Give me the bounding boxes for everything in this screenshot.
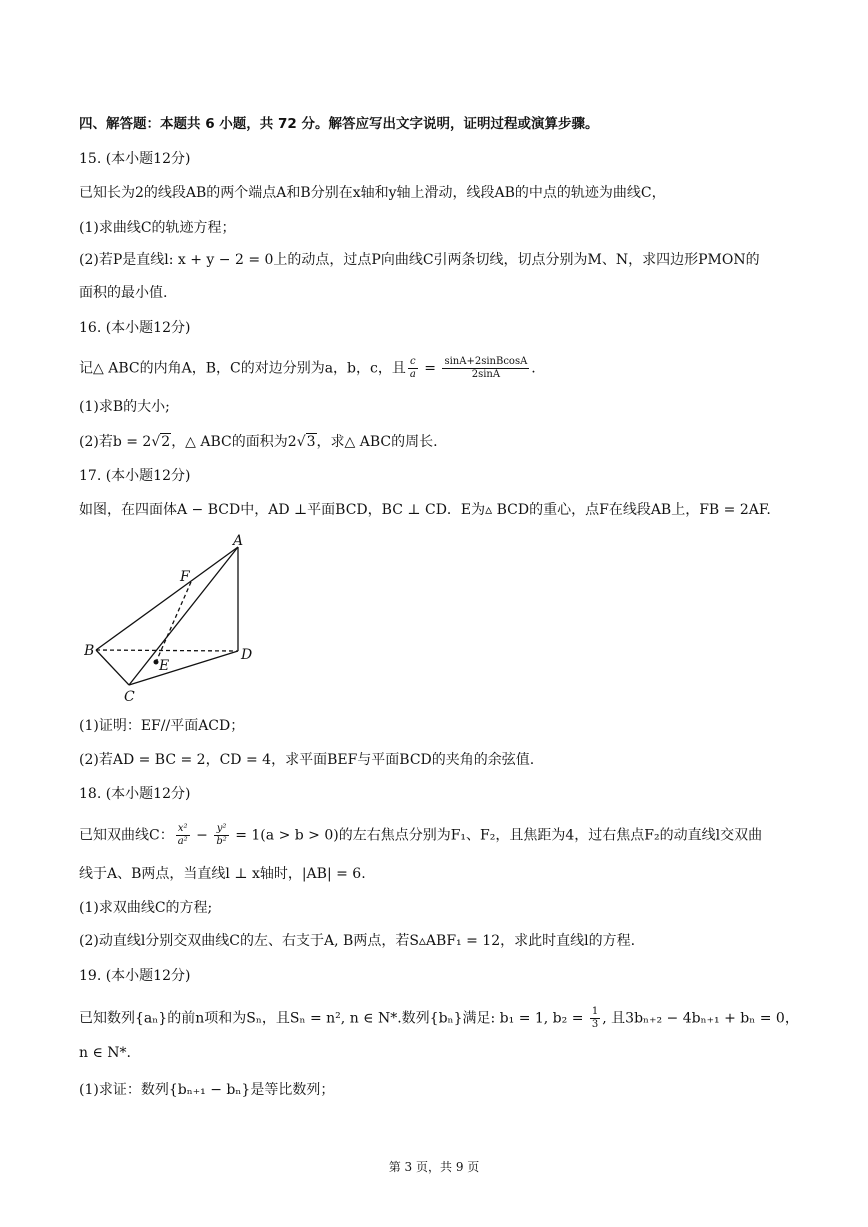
problem-19-q1: (1)求证：数列{bₙ₊₁ − bₙ}是等比数列； bbox=[79, 1082, 335, 1098]
problem-18-title: 18. (本小题12分) bbox=[79, 786, 191, 802]
sqrt-2: 2 bbox=[161, 434, 171, 450]
edge-BD-hidden bbox=[96, 650, 238, 651]
label-B: B bbox=[84, 643, 95, 659]
problem-15-q2-line2: 面积的最小值. bbox=[79, 285, 168, 301]
fraction-c-over-a: $\frac{c}{a}$ bbox=[409, 356, 416, 380]
problem-17-title: 17. (本小题12分) bbox=[79, 468, 191, 484]
problem-15-title: 15. (本小题12分) bbox=[79, 151, 191, 167]
problem-19-title: 19. (本小题12分) bbox=[79, 968, 191, 984]
problem-15-q1: (1)求曲线C的轨迹方程； bbox=[79, 220, 236, 236]
label-D: D bbox=[241, 647, 253, 663]
page-footer: 第 3 页，共 9 页 bbox=[388, 1160, 480, 1174]
problem-18-stem-line1: 已知双曲线C： $\frac{\text{x²}}{\text{a²}}$ − $\frac{\text{y²}}{\text{b²}}$ = 1(a > b > 0)的左右焦点分别为F₁、F₂，且焦距为4，过右焦点F₂的动直线l交双曲 bbox=[79, 823, 763, 847]
problem-19-stem-line2: n ∈ N*. bbox=[79, 1045, 131, 1061]
problem-18-q1: (1)求双曲线C的方程; bbox=[79, 900, 213, 916]
fraction-x2-over-a2: $\frac{\text{x²}}{\text{a²}}$ bbox=[177, 823, 188, 847]
edge-BC bbox=[96, 650, 129, 685]
edge-AC bbox=[129, 547, 238, 685]
problem-17-q2: (2)若AD = BC = 2，CD = 4，求平面BEF与平面BCD的夹角的余弦值. bbox=[79, 752, 535, 768]
fraction-y2-over-b2: $\frac{\text{y²}}{\text{b²}}$ bbox=[216, 823, 227, 847]
problem-16-q1: (1)求B的大小; bbox=[79, 399, 170, 415]
problem-18-stem-line2: 线于A、B两点，当直线l ⊥ x轴时，|AB| = 6. bbox=[79, 866, 366, 882]
problem-15-stem: 已知长为2的线段AB的两个端点A和B分别在x轴和y轴上滑动，线段AB的中点的轨迹为曲线C， bbox=[79, 185, 666, 201]
problem-16-stem: 记△ ABC的内角A，B，C的对边分别为a，b，c，且 $\frac{c}{a}$ = $\frac{\text{sinA+2sinBcosA}}{2\sin A}$ . bbox=[79, 356, 536, 380]
edge-CD bbox=[129, 651, 238, 685]
point-E bbox=[154, 660, 159, 665]
problem-16-title: 16. (本小题12分) bbox=[79, 320, 191, 336]
problem-15-q2-line1: (2)若P是直线l: x + y − 2 = 0上的动点，过点P向曲线C引两条切线，切点分别为M、N，求四边形PMON的 bbox=[79, 252, 760, 268]
label-C: C bbox=[124, 689, 135, 705]
label-A: A bbox=[233, 533, 244, 549]
edge-AB bbox=[96, 547, 238, 650]
tetrahedron-svg bbox=[84, 530, 274, 705]
fraction-one-third: $\frac{1}{3}$ bbox=[591, 1006, 599, 1030]
problem-17-stem: 如图，在四面体A − BCD中，AD ⊥平面BCD，BC ⊥ CD．E为▵ BCD的重心，点F在线段AB上，FB = 2AF. bbox=[79, 502, 771, 518]
problem-18-q2: (2)动直线l分别交双曲线C的左、右支于A, B两点，若S▵ABF₁ = 12，求此时直线l的方程. bbox=[79, 933, 636, 949]
fraction-sin-expression: $\frac{\text{sinA+2sinBcosA}}{2\sin A}$ bbox=[444, 356, 528, 380]
sqrt-3: 3 bbox=[306, 434, 316, 450]
section-header: 四、解答题：本题共 6 小题，共 72 分。解答应写出文字说明，证明过程或演算步骤。 bbox=[79, 116, 599, 132]
problem-16-stem-text: 记△ ABC的内角A，B，C的对边分别为a，b，c，且 bbox=[79, 360, 406, 377]
tetrahedron-figure bbox=[84, 530, 274, 709]
label-E: E bbox=[159, 658, 170, 674]
problem-19-stem-line1: 已知数列{aₙ}的前n项和为Sₙ，且Sₙ = n², n ∈ N*.数列{bₙ}满足: b₁ = 1, b₂ = $\frac{1}{3}$ , 且3bₙ₊₂ − 4bₙ₊₁ + bₙ = 0， bbox=[79, 1006, 799, 1030]
problem-16-q2: (2)若b = 2√2，△ ABC的面积为2√3，求△ ABC的周长. bbox=[79, 434, 438, 450]
label-F: F bbox=[180, 569, 190, 585]
problem-17-q1: (1)证明：EF//平面ACD； bbox=[79, 718, 245, 734]
